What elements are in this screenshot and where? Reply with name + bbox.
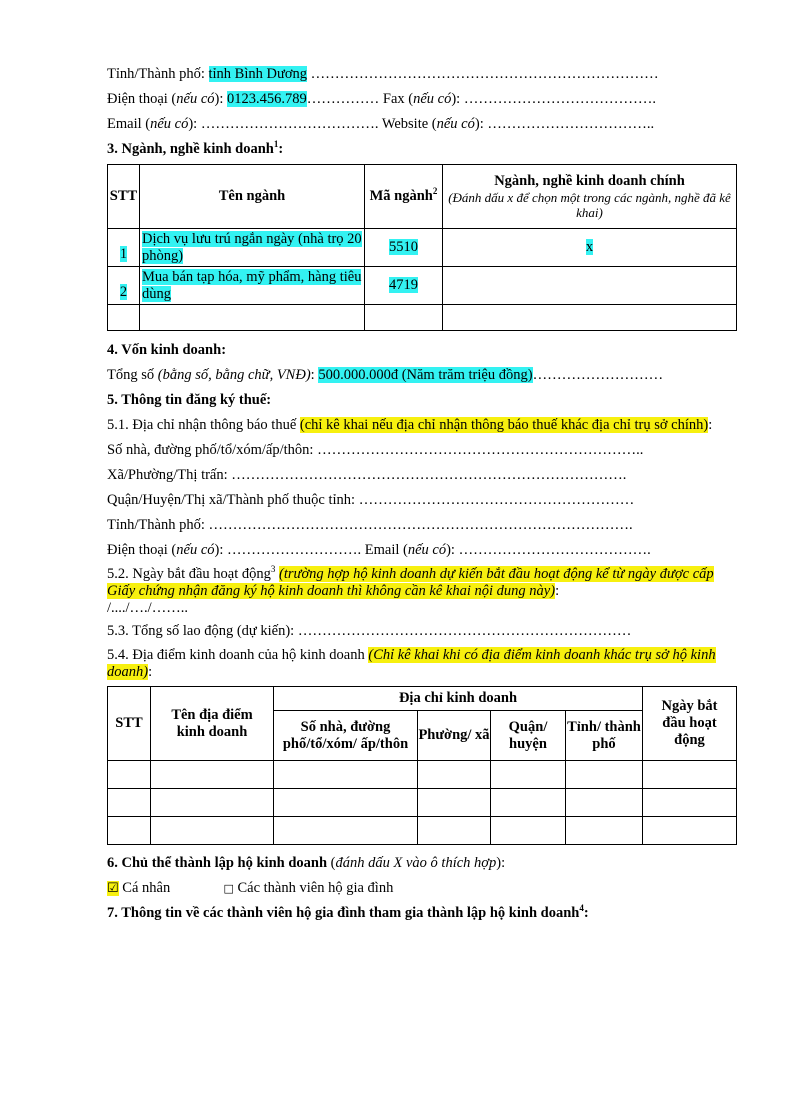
province-value[interactable]: tỉnh Bình Dương [208, 66, 308, 82]
table-row: 2 Mua bán tạp hóa, mỹ phẩm, hàng tiêu dùng 4719 [108, 267, 737, 305]
section7-title: 7. Thông tin về các thành viên hộ gia đình tham gia thành lập hộ kinh doanh$^4$: [107, 903, 589, 921]
capital-line: Tổng số (bằng số, bằng chữ, VNĐ): 500.000.000đ (Năm trăm triệu đồng)……………………… [107, 367, 664, 383]
table-row [108, 761, 737, 789]
s52-text: 5.2. Ngày bắt đầu hoạt động$^3$ (trường hợp hộ kinh doanh dự kiến bắt đầu hoạt động kể từ ngày được cấp Giấy chứng nhận đăng ký hộ kinh doanh thì không cần kê khai nội dung này): [107, 564, 714, 599]
row1-name[interactable]: Dịch vụ lưu trú ngắn ngày (nhà trọ 20 phòng) [142, 230, 362, 264]
section4-title: 4. Vốn kinh doanh: [107, 342, 227, 358]
col-name: Tên ngành [140, 165, 365, 229]
start-date-field[interactable]: /..../…./…….. [107, 600, 188, 616]
individual-label: Cá nhân [118, 880, 171, 896]
email-field[interactable]: ): ………………………………. Website ( [188, 116, 437, 132]
phone-fax-line: Điện thoại (nếu có): 0123.456.789…………… Fax (nếu có): …………………………………. [107, 91, 656, 107]
col-code: Mã ngành$^2$ [365, 165, 443, 229]
province-line: Tỉnh/Thành phố: tỉnh Bình Dương ……………………………………………………………… [107, 66, 659, 82]
s54-text: 5.4. Địa điểm kinh doanh của hộ kinh doanh (Chỉ kê khai khi có địa điểm kinh doanh khác trụ sở hộ kinh doanh): [107, 647, 716, 680]
section6-title: 6. Chủ thể thành lập hộ kinh doanh (đánh dấu X vào ô thích hợp): [107, 855, 506, 871]
website-field[interactable]: ): …………………………….. [474, 116, 655, 132]
tax-district-field[interactable]: Quận/Huyện/Thị xã/Thành phố thuộc tỉnh: ………………………………………………… [107, 492, 635, 508]
fax-field[interactable]: ): …………………………………. [451, 91, 656, 107]
section5-title: 5. Thông tin đăng ký thuế: [107, 392, 272, 408]
phone-value[interactable]: 0123.456.789 [227, 91, 307, 107]
capital-value[interactable]: 500.000.000đ (Năm trăm triệu đồng) [318, 367, 533, 383]
row2-code[interactable]: 4719 [389, 277, 418, 293]
table-row: 1 Dịch vụ lưu trú ngắn ngày (nhà trọ 20 phòng) 5510 x [108, 229, 737, 267]
row1-code[interactable]: 5510 [389, 239, 418, 255]
business-lines-table [107, 164, 737, 331]
row2-name[interactable]: Mua bán tạp hóa, mỹ phẩm, hàng tiêu dùng [142, 268, 362, 302]
province-label: Tỉnh/Thành phố: [107, 66, 209, 82]
tax-ward-field[interactable]: Xã/Phường/Thị trấn: ………………………………………………………………………. [107, 467, 627, 483]
household-checkbox[interactable]: □ [223, 882, 234, 895]
table-row-empty [108, 305, 737, 331]
s51-text: 5.1. Địa chỉ nhận thông báo thuế (chỉ kê khai nếu địa chỉ nhận thông báo thuế khác địa chỉ trụ sở chính): [107, 417, 713, 433]
tax-street-field[interactable]: Số nhà, đường phố/tổ/xóm/ấp/thôn: ………………………………………………………….. [107, 442, 644, 458]
col-stt: STT [108, 165, 140, 229]
individual-checkbox[interactable]: ☑ [107, 881, 119, 896]
section3-title: 3. Ngành, nghề kinh doanh$^1$: [107, 139, 284, 157]
business-locations-table: STT Tên địa điểm kinh doanh Địa chỉ kinh doanh Ngày bắt đầu hoạt động Số nhà, đường phố/tổ/xóm/ ấp/thôn Phường/ xã Quận/ huyện Tỉnh/ thành phố [107, 686, 737, 845]
form-page [107, 62, 737, 926]
tax-province-field[interactable]: Tỉnh/Thành phố: ……………………………………………………………………………. [107, 517, 633, 533]
household-label: Các thành viên hộ gia đình [233, 880, 394, 896]
col-main: Ngành, nghề kinh doanh chính (Đánh dấu x để chọn một trong các ngành, nghề đã kê khai) [443, 165, 737, 229]
table-row [108, 817, 737, 845]
tax-phone-field[interactable]: ): ………………………. Email ( [214, 542, 408, 558]
tax-email-field[interactable]: ): …………………………………. [446, 542, 651, 558]
row1-main-mark[interactable]: x [585, 239, 594, 255]
labor-count-field[interactable]: 5.3. Tổng số lao động (dự kiến): …………………………………………………………… [107, 623, 632, 639]
owner-type-options [107, 876, 737, 901]
table-row [108, 789, 737, 817]
email-web-line: Email (nếu có): ………………………………. Website (nếu có): …………………………….. [107, 116, 655, 132]
tax-phone-email-line: Điện thoại (nếu có): ………………………. Email (nếu có): …………………………………. [107, 542, 651, 558]
